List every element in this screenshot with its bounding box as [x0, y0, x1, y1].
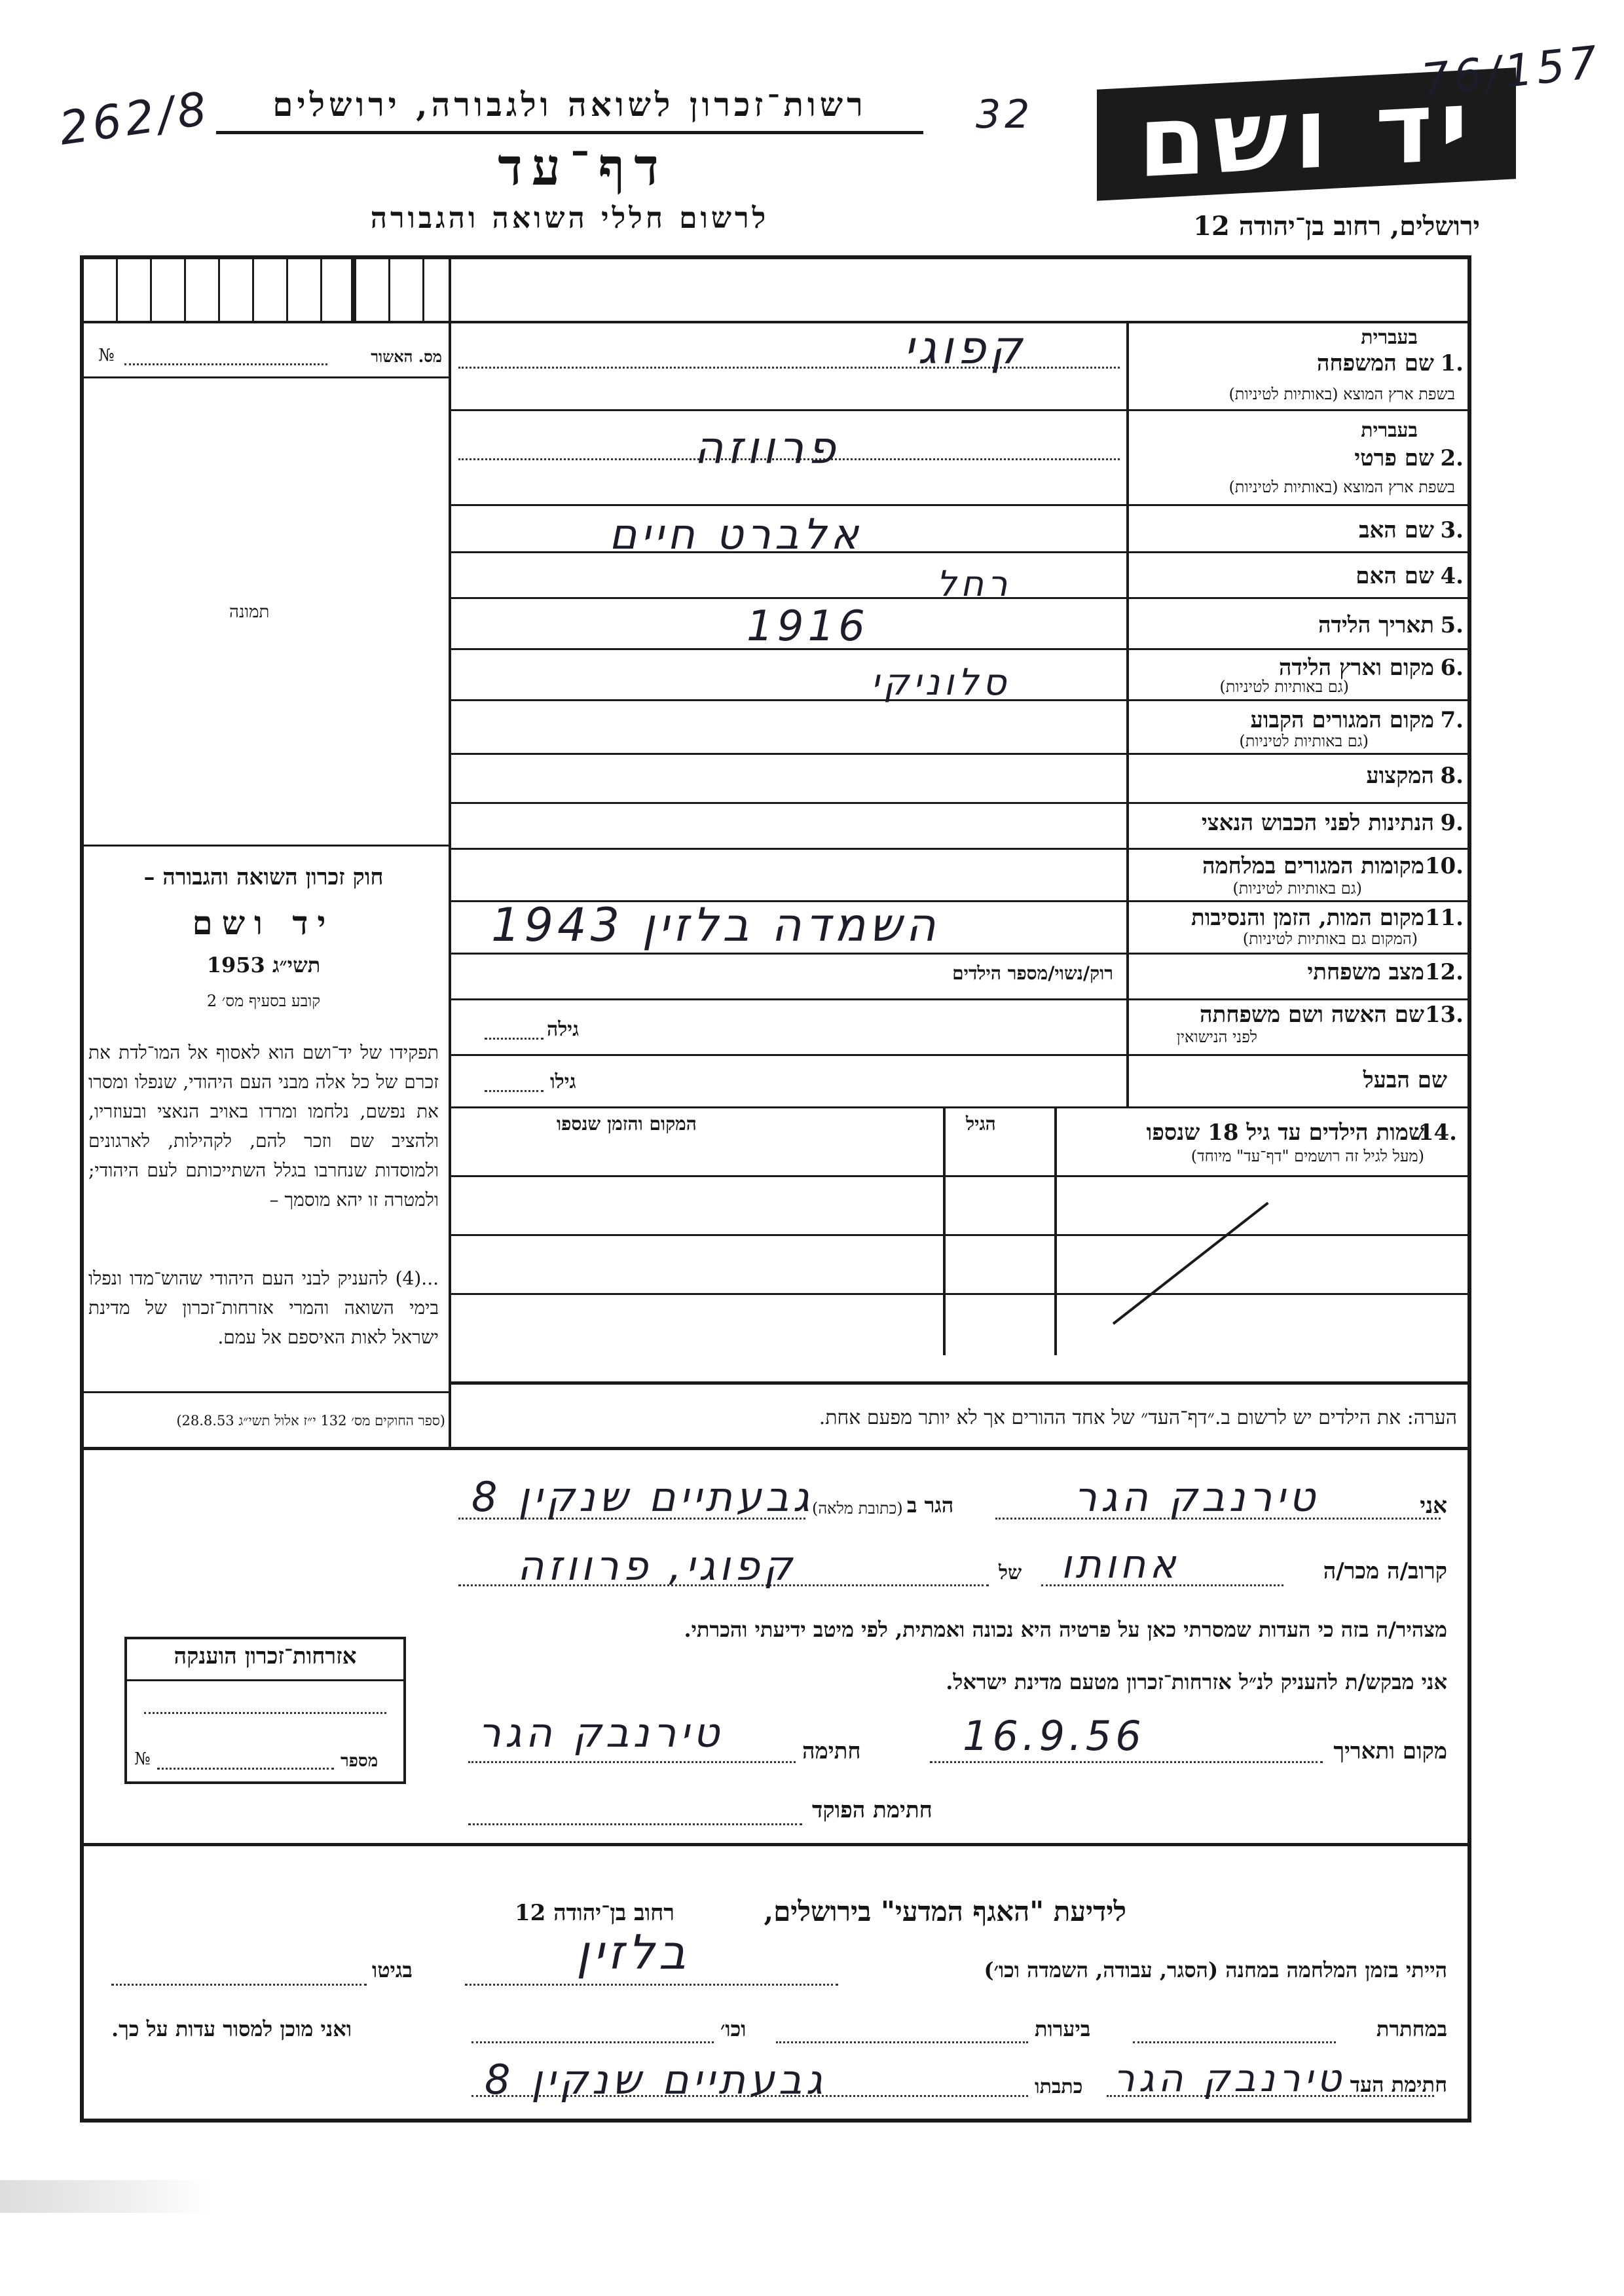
row-sep-1	[451, 409, 1471, 411]
form-subtitle: לרשום חללי השואה והגבורה	[370, 202, 769, 235]
dept-ready-label: ואני מוכן למסור עדות על כך.	[111, 2016, 352, 2041]
decl-of-value: קפוגי, פרווזה	[517, 1542, 796, 1590]
code-boxes	[82, 258, 449, 321]
field-1-label: שם המשפחה	[1316, 350, 1434, 376]
husband-age-line	[485, 1090, 544, 1092]
dept-forests-label: ביערות	[1035, 2016, 1091, 2041]
handwritten-reference-left: 262/8	[56, 81, 214, 156]
field-12-number: 12.	[1424, 959, 1464, 985]
dept-etc-label: וכו׳	[720, 2016, 747, 2041]
decl-signature-value: טירנבק הגר	[478, 1709, 724, 1757]
row-sep-11	[451, 953, 1471, 955]
children-number: 14.	[1418, 1120, 1457, 1146]
citizenship-line-1	[144, 1712, 386, 1714]
wife-age-label: גילה	[547, 1018, 580, 1041]
field-10-label: מקומות המגורים במלחמה	[1202, 853, 1424, 879]
decl-relation-label: קרוב/ה מכר/ה	[1323, 1558, 1447, 1584]
field-6-number: 6.	[1440, 655, 1464, 681]
law-paragraph-1: תפקידו של יד־ושם הוא לאסוף אל המו־לדת את זכרם של כל אלה מבני העם היהודי, שנפלו ומסרו את נפשם, נלחמו ומרדו באויב הנאצי ובעוזריו, ולהציב שם וזכר להם, לקהילות, לארגונים ולמוסדות שנחרבו בגלל השתייכותם לעם היהודי; ולמטרה זו יהא מוסמך –	[88, 1042, 439, 1211]
decl-place-date-line	[930, 1761, 1323, 1763]
field-12-options: רוק/נשוי/מספר הילדים	[952, 962, 1113, 984]
row-sep-2	[451, 504, 1471, 506]
dept-witness-sig-value: טירנבק הגר	[1113, 2056, 1346, 2100]
children-row-sep-1	[451, 1234, 1471, 1236]
field-6-sub: (גם באותיות לטיניות)	[1219, 678, 1349, 696]
row-sep-13	[451, 1054, 1471, 1056]
row-sep-7	[451, 753, 1471, 755]
field-8-label: המקצוע	[1366, 763, 1434, 789]
field-13-sub: לפני הנישואין	[1176, 1028, 1257, 1046]
law-clause: קובע בסעיף מס׳ 2	[206, 992, 321, 1010]
decl-resident-label: הגר ב	[907, 1493, 954, 1518]
authority-name: רשות־זכרון לשואה ולגבורה, ירושלים	[272, 85, 867, 124]
field-1-sub: בשפת ארץ המוצא (באותיות לטיניות)	[1228, 385, 1455, 403]
note-bottom-line	[80, 1447, 1471, 1450]
field-3-value: אלברט חיים	[609, 511, 863, 559]
field-4-value: רחל	[936, 563, 1012, 604]
citizenship-number-symbol: №	[134, 1749, 151, 1769]
row-sep-12	[451, 998, 1471, 1000]
row-sep-8	[451, 802, 1471, 804]
authority-underline	[216, 131, 923, 134]
dept-witness-sig-label: חתימת העד	[1350, 2072, 1447, 2097]
field-9-number: 9.	[1440, 810, 1464, 836]
law-heading: חוק זכרון השואה והגבורה –	[143, 864, 384, 890]
field-9-label: הנתינות לפני הכבוש הנאצי	[1201, 810, 1434, 836]
children-header-sep	[451, 1175, 1471, 1177]
field-2-value: פרווזה	[694, 422, 840, 474]
handwritten-mid-number: 32	[976, 92, 1034, 137]
children-label: שמות הילדים עד גיל 18 שנספו	[1146, 1120, 1424, 1146]
note-text: הערה: את הילדים יש לרשום ב.״דף־העד״ של אחד ההורים אך לא יותר מפעם אחת.	[819, 1406, 1457, 1429]
citizenship-title: אזרחות־זכרון הוענקה	[174, 1643, 357, 1669]
husband-name-label: שם הבעל	[1363, 1067, 1447, 1093]
header-address: ירושלים, רחוב בן־יהודה 12	[1193, 211, 1480, 242]
permit-number-label: מס. האשור	[371, 347, 442, 366]
field-12-label: מצב משפחתי	[1307, 959, 1424, 985]
field-13-label: שם האשה ושם משפחתה	[1200, 1002, 1424, 1028]
field-10-number: 10.	[1424, 853, 1464, 879]
field-11-value: השמדה בלזין 1943	[491, 898, 940, 952]
field-2-sub: בשפת ארץ המוצא (באותיות לטיניות)	[1228, 478, 1455, 496]
dept-title: לידיעת "האגף המדעי" בירושלים,	[764, 1895, 1126, 1927]
field-label-divider	[1126, 321, 1129, 1106]
decl-place-date-value: 16.9.56	[963, 1712, 1145, 1760]
scan-artifact	[0, 2180, 210, 2213]
decl-signature-label: חתימה	[802, 1738, 861, 1764]
handwritten-reference-right: 76/157	[1418, 36, 1604, 107]
field-1-number: 1.	[1440, 350, 1464, 376]
field-2-label: שם פרטי	[1354, 445, 1434, 471]
dept-forests-line	[776, 2041, 1028, 2043]
dept-camp-value: בלזין	[576, 1925, 690, 1980]
law-year: תשי״ג 1953	[206, 953, 321, 977]
children-age-header: הגיל	[966, 1113, 996, 1135]
field-4-label: שם האם	[1356, 563, 1434, 589]
dept-ghetto-line	[111, 1984, 367, 1986]
field-11-label: מקום המות, הזמן והנסיבות	[1190, 905, 1424, 931]
row-sep-9	[451, 848, 1471, 850]
field-5-value: 1916	[747, 602, 869, 651]
children-col-divider-2	[1054, 1106, 1057, 1355]
dept-address: רחוב בן־יהודה 12	[514, 1900, 674, 1926]
field-1-tag: בעברית	[1361, 326, 1418, 349]
permit-number-line	[124, 363, 327, 365]
field-7-number: 7.	[1440, 707, 1464, 733]
husband-age-label: גילו	[550, 1070, 576, 1093]
dept-camp-line	[465, 1984, 838, 1986]
top-strip-bottom	[80, 321, 1471, 323]
field-11-number: 11.	[1424, 905, 1464, 931]
field-4-number: 4.	[1440, 563, 1464, 589]
left-column-divider	[449, 255, 451, 1447]
row-sep-husband	[451, 1106, 1471, 1108]
citizenship-title-sep	[124, 1679, 406, 1681]
permit-number-symbol: №	[98, 346, 115, 365]
dept-top-line	[80, 1843, 1471, 1846]
law-box-bottom	[80, 1391, 450, 1393]
decl-i-value: טירנבק הגר	[1074, 1473, 1320, 1521]
children-row-sep-2	[451, 1293, 1471, 1295]
citizenship-number-line	[157, 1768, 334, 1770]
field-5-number: 5.	[1440, 612, 1464, 638]
form-title: דף־עד	[498, 137, 668, 197]
decl-officer-line	[468, 1823, 802, 1825]
dept-underground-line	[1133, 2041, 1336, 2043]
decl-officer-label: חתימת הפוקד	[812, 1797, 932, 1823]
field-7-sub: (גם באותיות לטיניות)	[1239, 732, 1369, 750]
law-paragraph-2: ...(4) להעניק לבני העם היהודי שהוש־מדו ונפלו בימי השואה והמרי אזרחות־זכרון של מדינת ישראל לאות האיספם אל עמם.	[88, 1267, 439, 1348]
yad-vashem-logo: יד ושם	[1097, 67, 1516, 201]
decl-address-hint: (כתובת מלאה)	[812, 1499, 903, 1518]
field-10-sub: (גם באותיות לטיניות)	[1232, 879, 1362, 898]
field-2-number: 2.	[1440, 445, 1464, 471]
field-6-label: מקום וארץ הלידה	[1278, 655, 1434, 681]
field-1-value: קפוגי	[904, 321, 1026, 374]
decl-request: אני מבקש/ת להעניק לנ״ל אזרחות־זכרון מטעם מדינת ישראל.	[946, 1669, 1447, 1694]
field-3-label: שם האב	[1359, 517, 1434, 543]
dept-ghetto-label: בגיטו	[372, 1958, 413, 1982]
code-box-divider	[351, 258, 354, 321]
decl-relation-value: אחותו	[1061, 1542, 1180, 1588]
field-6-value: סלוניקי	[871, 661, 1010, 704]
field-5-label: תאריך הלידה	[1318, 612, 1434, 638]
field-13-number: 13.	[1424, 1002, 1464, 1028]
dept-witness-address-value: גבעתיים שנקין 8	[485, 2056, 827, 2104]
field-2-tag: בעברית	[1361, 419, 1418, 442]
photo-box-top	[80, 376, 450, 378]
children-place-header: המקום והזמן שנספו	[557, 1113, 697, 1135]
decl-i-label: אני	[1420, 1493, 1447, 1519]
dept-was-label: הייתי בזמן המלחמה במחנה (הסגר, עבודה, השמדה וכו׳)	[984, 1958, 1447, 1982]
dept-witness-address-label: כתבתו	[1035, 2075, 1083, 2098]
law-citation: (ספר החוקים מס׳ 132 י״ז אלול תשי״ג 28.8.53)	[176, 1413, 445, 1429]
decl-place-date-label: מקום ותאריך	[1333, 1738, 1447, 1764]
dept-underground-label: במחתרת	[1376, 2016, 1447, 2041]
decl-statement: מצהיר/ה בזה כי העדות שמסרתי כאן על פרטיה היא נכונה ואמתית, לפי מיטב ידיעתי והכרתי.	[684, 1617, 1447, 1642]
photo-box-bottom	[80, 845, 450, 847]
citizenship-number-label: מספר	[341, 1751, 378, 1771]
dept-etc-line	[471, 2041, 714, 2043]
field-8-number: 8.	[1440, 763, 1464, 789]
children-sub: (מעל לגיל זה רושמים "דף־עד" מיוחד)	[1190, 1147, 1424, 1165]
row-sep-5	[451, 648, 1471, 650]
row-sep-3	[451, 551, 1471, 553]
decl-of-label: של	[999, 1561, 1022, 1584]
decl-signature-line	[468, 1761, 796, 1763]
decl-address-value: גבעתיים שנקין 8	[471, 1473, 814, 1521]
field-3-number: 3.	[1440, 517, 1464, 543]
law-name: יד ושם	[192, 903, 335, 942]
field-11-sub: (המקום גם באותיות לטיניות)	[1242, 930, 1418, 948]
note-top-line	[451, 1381, 1471, 1385]
photo-label: תמונה	[229, 602, 270, 622]
children-col-divider-1	[943, 1106, 946, 1355]
field-7-label: מקום המגורים הקבוע	[1250, 707, 1434, 733]
wife-age-line	[485, 1038, 544, 1040]
